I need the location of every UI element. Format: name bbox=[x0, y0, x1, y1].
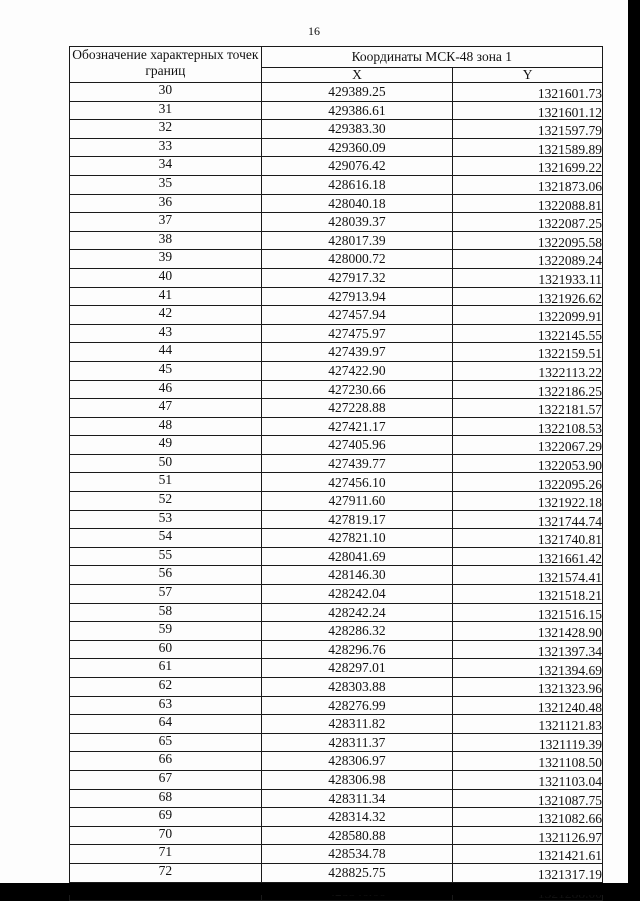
y-cell: 1321873.06 bbox=[453, 175, 603, 194]
table-row bbox=[70, 733, 603, 752]
point-cell: 47 bbox=[70, 399, 262, 418]
y-cell: 1321126.97 bbox=[453, 826, 603, 845]
point-cell: 38 bbox=[70, 231, 262, 250]
point-cell: 55 bbox=[70, 547, 262, 566]
point-cell: 60 bbox=[70, 640, 262, 659]
x-cell: 428296.76 bbox=[261, 640, 453, 659]
table-row bbox=[70, 529, 603, 548]
point-cell: 48 bbox=[70, 417, 262, 436]
table-row bbox=[70, 640, 603, 659]
point-cell: 41 bbox=[70, 287, 262, 306]
table-row bbox=[70, 547, 603, 566]
y-cell: 1322113.22 bbox=[453, 361, 603, 380]
y-cell: 1321661.42 bbox=[453, 547, 603, 566]
coordinates-table bbox=[69, 46, 603, 901]
y-cell: 1322053.90 bbox=[453, 454, 603, 473]
point-cell: 64 bbox=[70, 715, 262, 734]
x-cell: 429360.09 bbox=[261, 138, 453, 157]
table-row bbox=[70, 826, 603, 845]
table-row bbox=[70, 324, 603, 343]
x-cell: 428000.72 bbox=[261, 250, 453, 269]
x-cell: 428311.82 bbox=[261, 715, 453, 734]
x-cell: 428311.34 bbox=[261, 789, 453, 808]
table-row bbox=[70, 566, 603, 585]
y-cell: 1321317.19 bbox=[453, 863, 603, 882]
table-row bbox=[70, 492, 603, 511]
header-y: Y bbox=[453, 68, 603, 83]
point-cell: 43 bbox=[70, 324, 262, 343]
table-row bbox=[70, 250, 603, 269]
y-cell: 1321397.34 bbox=[453, 640, 603, 659]
x-cell: 428314.32 bbox=[261, 808, 453, 827]
y-cell: 1321699.22 bbox=[453, 157, 603, 176]
y-cell: 1321589.89 bbox=[453, 138, 603, 157]
table-row bbox=[70, 454, 603, 473]
table-row bbox=[70, 696, 603, 715]
y-cell: 1321516.15 bbox=[453, 603, 603, 622]
y-cell: 1321740.81 bbox=[453, 529, 603, 548]
x-cell: 429383.30 bbox=[261, 120, 453, 139]
y-cell: 1322186.25 bbox=[453, 380, 603, 399]
table-row bbox=[70, 83, 603, 102]
y-cell: 1321922.18 bbox=[453, 492, 603, 511]
table-body bbox=[70, 83, 603, 901]
table-row bbox=[70, 138, 603, 157]
y-cell: 1321103.04 bbox=[453, 770, 603, 789]
y-cell: 1322088.81 bbox=[453, 194, 603, 213]
y-cell: 1321518.21 bbox=[453, 585, 603, 604]
table-row bbox=[70, 417, 603, 436]
point-cell: 62 bbox=[70, 678, 262, 697]
point-cell: 34 bbox=[70, 157, 262, 176]
x-cell: 428306.98 bbox=[261, 770, 453, 789]
x-cell: 428303.88 bbox=[261, 678, 453, 697]
table-row bbox=[70, 678, 603, 697]
y-cell: 1321121.83 bbox=[453, 715, 603, 734]
x-cell: 428146.30 bbox=[261, 566, 453, 585]
header-point-label: Обозначение характерных точек границ bbox=[70, 47, 262, 83]
table-row bbox=[70, 287, 603, 306]
point-cell: 59 bbox=[70, 622, 262, 641]
y-cell: 1322067.29 bbox=[453, 436, 603, 455]
x-cell: 428297.01 bbox=[261, 659, 453, 678]
table-row bbox=[70, 101, 603, 120]
point-cell: 54 bbox=[70, 529, 262, 548]
x-cell: 428616.18 bbox=[261, 175, 453, 194]
point-cell: 32 bbox=[70, 120, 262, 139]
y-cell: 1321119.39 bbox=[453, 733, 603, 752]
x-cell: 428040.18 bbox=[261, 194, 453, 213]
x-cell: 427421.17 bbox=[261, 417, 453, 436]
point-cell: 40 bbox=[70, 268, 262, 287]
x-cell: 427911.60 bbox=[261, 492, 453, 511]
point-cell: 63 bbox=[70, 696, 262, 715]
x-cell: 427439.97 bbox=[261, 343, 453, 362]
point-cell: 51 bbox=[70, 473, 262, 492]
y-cell: 1322089.24 bbox=[453, 250, 603, 269]
y-cell: 1322099.91 bbox=[453, 306, 603, 325]
point-cell: 45 bbox=[70, 361, 262, 380]
point-cell: 36 bbox=[70, 194, 262, 213]
x-cell: 427819.17 bbox=[261, 510, 453, 529]
y-cell: 1321744.74 bbox=[453, 510, 603, 529]
table-row bbox=[70, 380, 603, 399]
point-cell: 72 bbox=[70, 863, 262, 882]
header-x: X bbox=[261, 68, 453, 83]
y-cell: 1322145.55 bbox=[453, 324, 603, 343]
y-cell: 1321926.62 bbox=[453, 287, 603, 306]
table-row bbox=[70, 361, 603, 380]
x-cell: 429389.25 bbox=[261, 83, 453, 102]
y-cell: 1322087.25 bbox=[453, 213, 603, 232]
x-cell: 427228.88 bbox=[261, 399, 453, 418]
x-cell: 428825.75 bbox=[261, 863, 453, 882]
point-cell: 67 bbox=[70, 770, 262, 789]
x-cell: 428242.04 bbox=[261, 585, 453, 604]
x-cell: 428534.78 bbox=[261, 845, 453, 864]
header-coordinate-system: Координаты МСК-48 зона 1 bbox=[261, 47, 602, 68]
point-cell: 50 bbox=[70, 454, 262, 473]
x-cell: 427475.97 bbox=[261, 324, 453, 343]
y-cell: 1321597.79 bbox=[453, 120, 603, 139]
point-cell: 69 bbox=[70, 808, 262, 827]
point-cell: 70 bbox=[70, 826, 262, 845]
y-cell: 1321933.11 bbox=[453, 268, 603, 287]
point-cell: 66 bbox=[70, 752, 262, 771]
y-cell: 1322095.58 bbox=[453, 231, 603, 250]
table-row bbox=[70, 268, 603, 287]
scan-border-right bbox=[628, 0, 640, 895]
x-cell: 428580.88 bbox=[261, 826, 453, 845]
table-row bbox=[70, 845, 603, 864]
table-row bbox=[70, 157, 603, 176]
x-cell: 428276.99 bbox=[261, 696, 453, 715]
y-cell: 1321087.75 bbox=[453, 789, 603, 808]
point-cell: 31 bbox=[70, 101, 262, 120]
x-cell: 429076.42 bbox=[261, 157, 453, 176]
x-cell: 428286.32 bbox=[261, 622, 453, 641]
point-cell: 44 bbox=[70, 343, 262, 362]
x-cell: 427405.96 bbox=[261, 436, 453, 455]
scan-border-bottom bbox=[0, 883, 640, 895]
x-cell: 428017.39 bbox=[261, 231, 453, 250]
y-cell: 1321421.61 bbox=[453, 845, 603, 864]
table-row bbox=[70, 622, 603, 641]
point-cell: 33 bbox=[70, 138, 262, 157]
y-cell: 1321601.12 bbox=[453, 101, 603, 120]
table-row bbox=[70, 808, 603, 827]
point-cell: 61 bbox=[70, 659, 262, 678]
x-cell: 428306.97 bbox=[261, 752, 453, 771]
table-row bbox=[70, 120, 603, 139]
table-row bbox=[70, 863, 603, 882]
table-row bbox=[70, 436, 603, 455]
x-cell: 428311.37 bbox=[261, 733, 453, 752]
table-row bbox=[70, 473, 603, 492]
x-cell: 428041.69 bbox=[261, 547, 453, 566]
x-cell: 427917.32 bbox=[261, 268, 453, 287]
point-cell: 58 bbox=[70, 603, 262, 622]
x-cell: 427457.94 bbox=[261, 306, 453, 325]
point-cell: 56 bbox=[70, 566, 262, 585]
x-cell: 428039.37 bbox=[261, 213, 453, 232]
x-cell: 429386.61 bbox=[261, 101, 453, 120]
table-row bbox=[70, 789, 603, 808]
table-row bbox=[70, 343, 603, 362]
point-cell: 57 bbox=[70, 585, 262, 604]
table-row bbox=[70, 770, 603, 789]
y-cell: 1321601.73 bbox=[453, 83, 603, 102]
y-cell: 1321108.50 bbox=[453, 752, 603, 771]
table-row bbox=[70, 399, 603, 418]
x-cell: 427913.94 bbox=[261, 287, 453, 306]
y-cell: 1322095.26 bbox=[453, 473, 603, 492]
point-cell: 49 bbox=[70, 436, 262, 455]
point-cell: 37 bbox=[70, 213, 262, 232]
table-row bbox=[70, 231, 603, 250]
y-cell: 1322108.53 bbox=[453, 417, 603, 436]
table-row bbox=[70, 752, 603, 771]
table-row bbox=[70, 510, 603, 529]
point-cell: 46 bbox=[70, 380, 262, 399]
table-row bbox=[70, 659, 603, 678]
point-cell: 35 bbox=[70, 175, 262, 194]
y-cell: 1322159.51 bbox=[453, 343, 603, 362]
y-cell: 1321428.90 bbox=[453, 622, 603, 641]
point-cell: 42 bbox=[70, 306, 262, 325]
point-cell: 52 bbox=[70, 492, 262, 511]
table-row bbox=[70, 603, 603, 622]
y-cell: 1321082.66 bbox=[453, 808, 603, 827]
point-cell: 30 bbox=[70, 83, 262, 102]
y-cell: 1321240.48 bbox=[453, 696, 603, 715]
table-row bbox=[70, 306, 603, 325]
page-number: 16 bbox=[308, 24, 320, 38]
table-row bbox=[70, 585, 603, 604]
point-cell: 65 bbox=[70, 733, 262, 752]
y-cell: 1321574.41 bbox=[453, 566, 603, 585]
table-row bbox=[70, 194, 603, 213]
x-cell: 427439.77 bbox=[261, 454, 453, 473]
x-cell: 427230.66 bbox=[261, 380, 453, 399]
point-cell: 71 bbox=[70, 845, 262, 864]
x-cell: 427422.90 bbox=[261, 361, 453, 380]
y-cell: 1322181.57 bbox=[453, 399, 603, 418]
x-cell: 427821.10 bbox=[261, 529, 453, 548]
x-cell: 427456.10 bbox=[261, 473, 453, 492]
table-row bbox=[70, 175, 603, 194]
point-cell: 53 bbox=[70, 510, 262, 529]
point-cell: 39 bbox=[70, 250, 262, 269]
point-cell: 68 bbox=[70, 789, 262, 808]
table-row bbox=[70, 213, 603, 232]
y-cell: 1321323.96 bbox=[453, 678, 603, 697]
table-row bbox=[70, 715, 603, 734]
y-cell: 1321394.69 bbox=[453, 659, 603, 678]
x-cell: 428242.24 bbox=[261, 603, 453, 622]
